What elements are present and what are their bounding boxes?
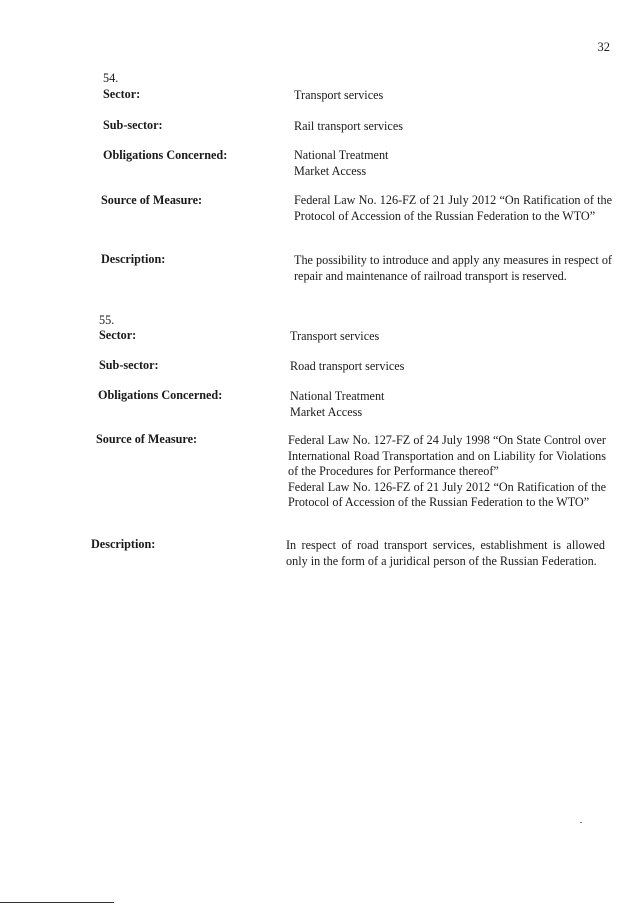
description-label: Description:	[101, 252, 166, 266]
obligations-value	[290, 389, 610, 420]
obligation-item: Market Access	[290, 404, 363, 419]
obligation-item: Market Access	[294, 163, 367, 178]
obligations-label: Obligations Concerned:	[103, 148, 228, 162]
sector-label: Sector:	[103, 87, 141, 101]
subsector-value: Road transport services	[290, 359, 405, 373]
entry-number: 54.	[103, 71, 119, 85]
subsector-label: Sub-sector:	[99, 358, 159, 372]
entry-number: 55.	[99, 313, 115, 327]
footnote-rule	[0, 902, 114, 903]
source-label: Source of Measure:	[96, 432, 198, 446]
obligations-label: Obligations Concerned:	[98, 388, 223, 402]
source-text: Federal Law No. 126-FZ of 21 July 2012 “On Ratification of the Protocol of Accession of the Russian Federation to the WTO”	[288, 479, 606, 510]
description-text: The possibility to introduce and apply any measures in respect of repair and maintenance of railroad transport is reserved.	[294, 253, 612, 283]
description-text: In respect of road transport services, establishment is allowed only in the form of a juridical person of the Russian Federation.	[286, 538, 605, 568]
obligations-value	[294, 148, 614, 179]
description-value	[294, 253, 612, 284]
scan-speck	[580, 822, 582, 823]
sector-value: Transport services	[290, 329, 380, 343]
description-value	[286, 538, 605, 569]
obligation-item: National Treatment	[294, 148, 389, 162]
source-text: Federal Law No. 126-FZ of 21 July 2012 “On Ratification of the Protocol of Accession of the Russian Federation to the WTO”	[294, 193, 612, 223]
source-label: Source of Measure:	[101, 193, 203, 207]
subsector-value: Rail transport services	[294, 119, 403, 133]
source-text: Federal Law No. 127-FZ of 24 July 1998 “On State Control over International Road Transportation and on Liability for Violations of the Procedures for Performance thereof”	[288, 433, 606, 479]
source-value	[288, 433, 606, 511]
source-value	[294, 193, 612, 224]
obligation-item: National Treatment	[290, 389, 385, 403]
description-label: Description:	[91, 537, 156, 551]
page-number: 32	[597, 40, 610, 54]
sector-value: Transport services	[294, 88, 384, 102]
sector-label: Sector:	[99, 328, 137, 342]
subsector-label: Sub-sector:	[103, 118, 163, 132]
